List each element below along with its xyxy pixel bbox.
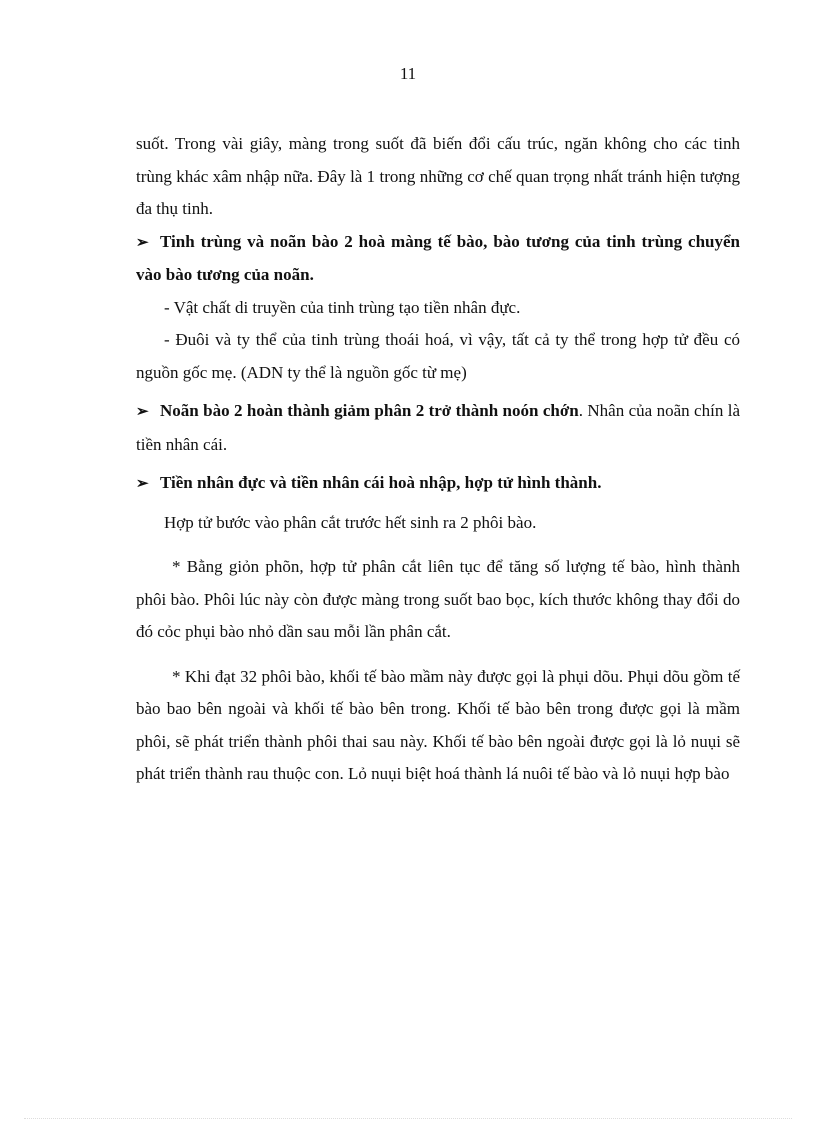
arrow-bullet-icon: ➢: [136, 234, 149, 251]
bullet-fusion-text: Tinh trùng và noãn bào 2 hoà màng tế bào, bào tương của tinh trùng chuyển vào bào tương của noãn.: [136, 231, 740, 284]
arrow-bullet-icon: ➢: [136, 476, 149, 492]
paragraph-male-pronucleus: - Vật chất di truyền của tinh trùng tạo tiền nhân đực.: [164, 297, 521, 317]
paragraph-cleavage: * Bằng giỏn phõn, hợp tử phân cắt liên tục để tăng số lượng tế bào, hình thành phôi bào. Phôi lúc này còn được màng trong suốt bao bọc, kích thước không thay đổi do đó cỏc phụi bào nhỏ dần sau mỗi lần phân cắt.: [136, 557, 740, 641]
arrow-bullet-icon: ➢: [136, 404, 149, 420]
bullet-fusion: [136, 226, 740, 292]
paragraph-fertilization-end: suốt. Trong vài giây, màng trong suốt đã biến đổi cấu trúc, ngăn không cho các tinh trùng khác xâm nhập nữa. Đây là 1 trong những cơ chế quan trọng nhất tránh hiện tượng đa thụ tinh.: [136, 134, 740, 218]
bullet-meiosis-bold: Noãn bào 2 hoàn thành giảm phân 2 trở thành noón chớn: [160, 401, 579, 420]
paragraph-morula: * Khi đạt 32 phôi bào, khối tế bào mầm này được gọi là phụi dõu. Phụi dõu gồm tế bào bao bên ngoài và khối tế bào bên trong. Khối tế bào bên trong được gọi là mầm phôi, sẽ phát triển thành phôi thai sau này. Khối tế bào bên ngoài được gọi là lỏ nuụi sẽ phát triển thành rau thuộc con. Lỏ nuụi biệt hoá thành lá nuôi tế bào và lỏ nuụi hợp bào: [136, 666, 740, 783]
paragraph-cleavage-start: Hợp tử bước vào phân cắt trước hết sinh ra 2 phôi bào.: [164, 512, 537, 532]
page-bottom-edge: [24, 1118, 792, 1119]
page-number: 11: [399, 64, 417, 83]
document-body: [136, 128, 740, 791]
bullet-zygote: [136, 467, 740, 501]
bullet-meiosis: [136, 395, 740, 461]
bullet-zygote-text: Tiền nhân đực và tiền nhân cái hoà nhập, hợp tử hình thành.: [160, 473, 602, 492]
paragraph-mitochondria: - Đuôi và ty thể của tinh trùng thoái hoá, vì vậy, tất cả ty thể trong hợp tử đều có nguồn gốc mẹ. (ADN ty thể là nguồn gốc từ mẹ): [136, 330, 740, 382]
bullet-meiosis-rest: . Nhân của noãn chín là tiền nhân cái.: [136, 401, 740, 454]
